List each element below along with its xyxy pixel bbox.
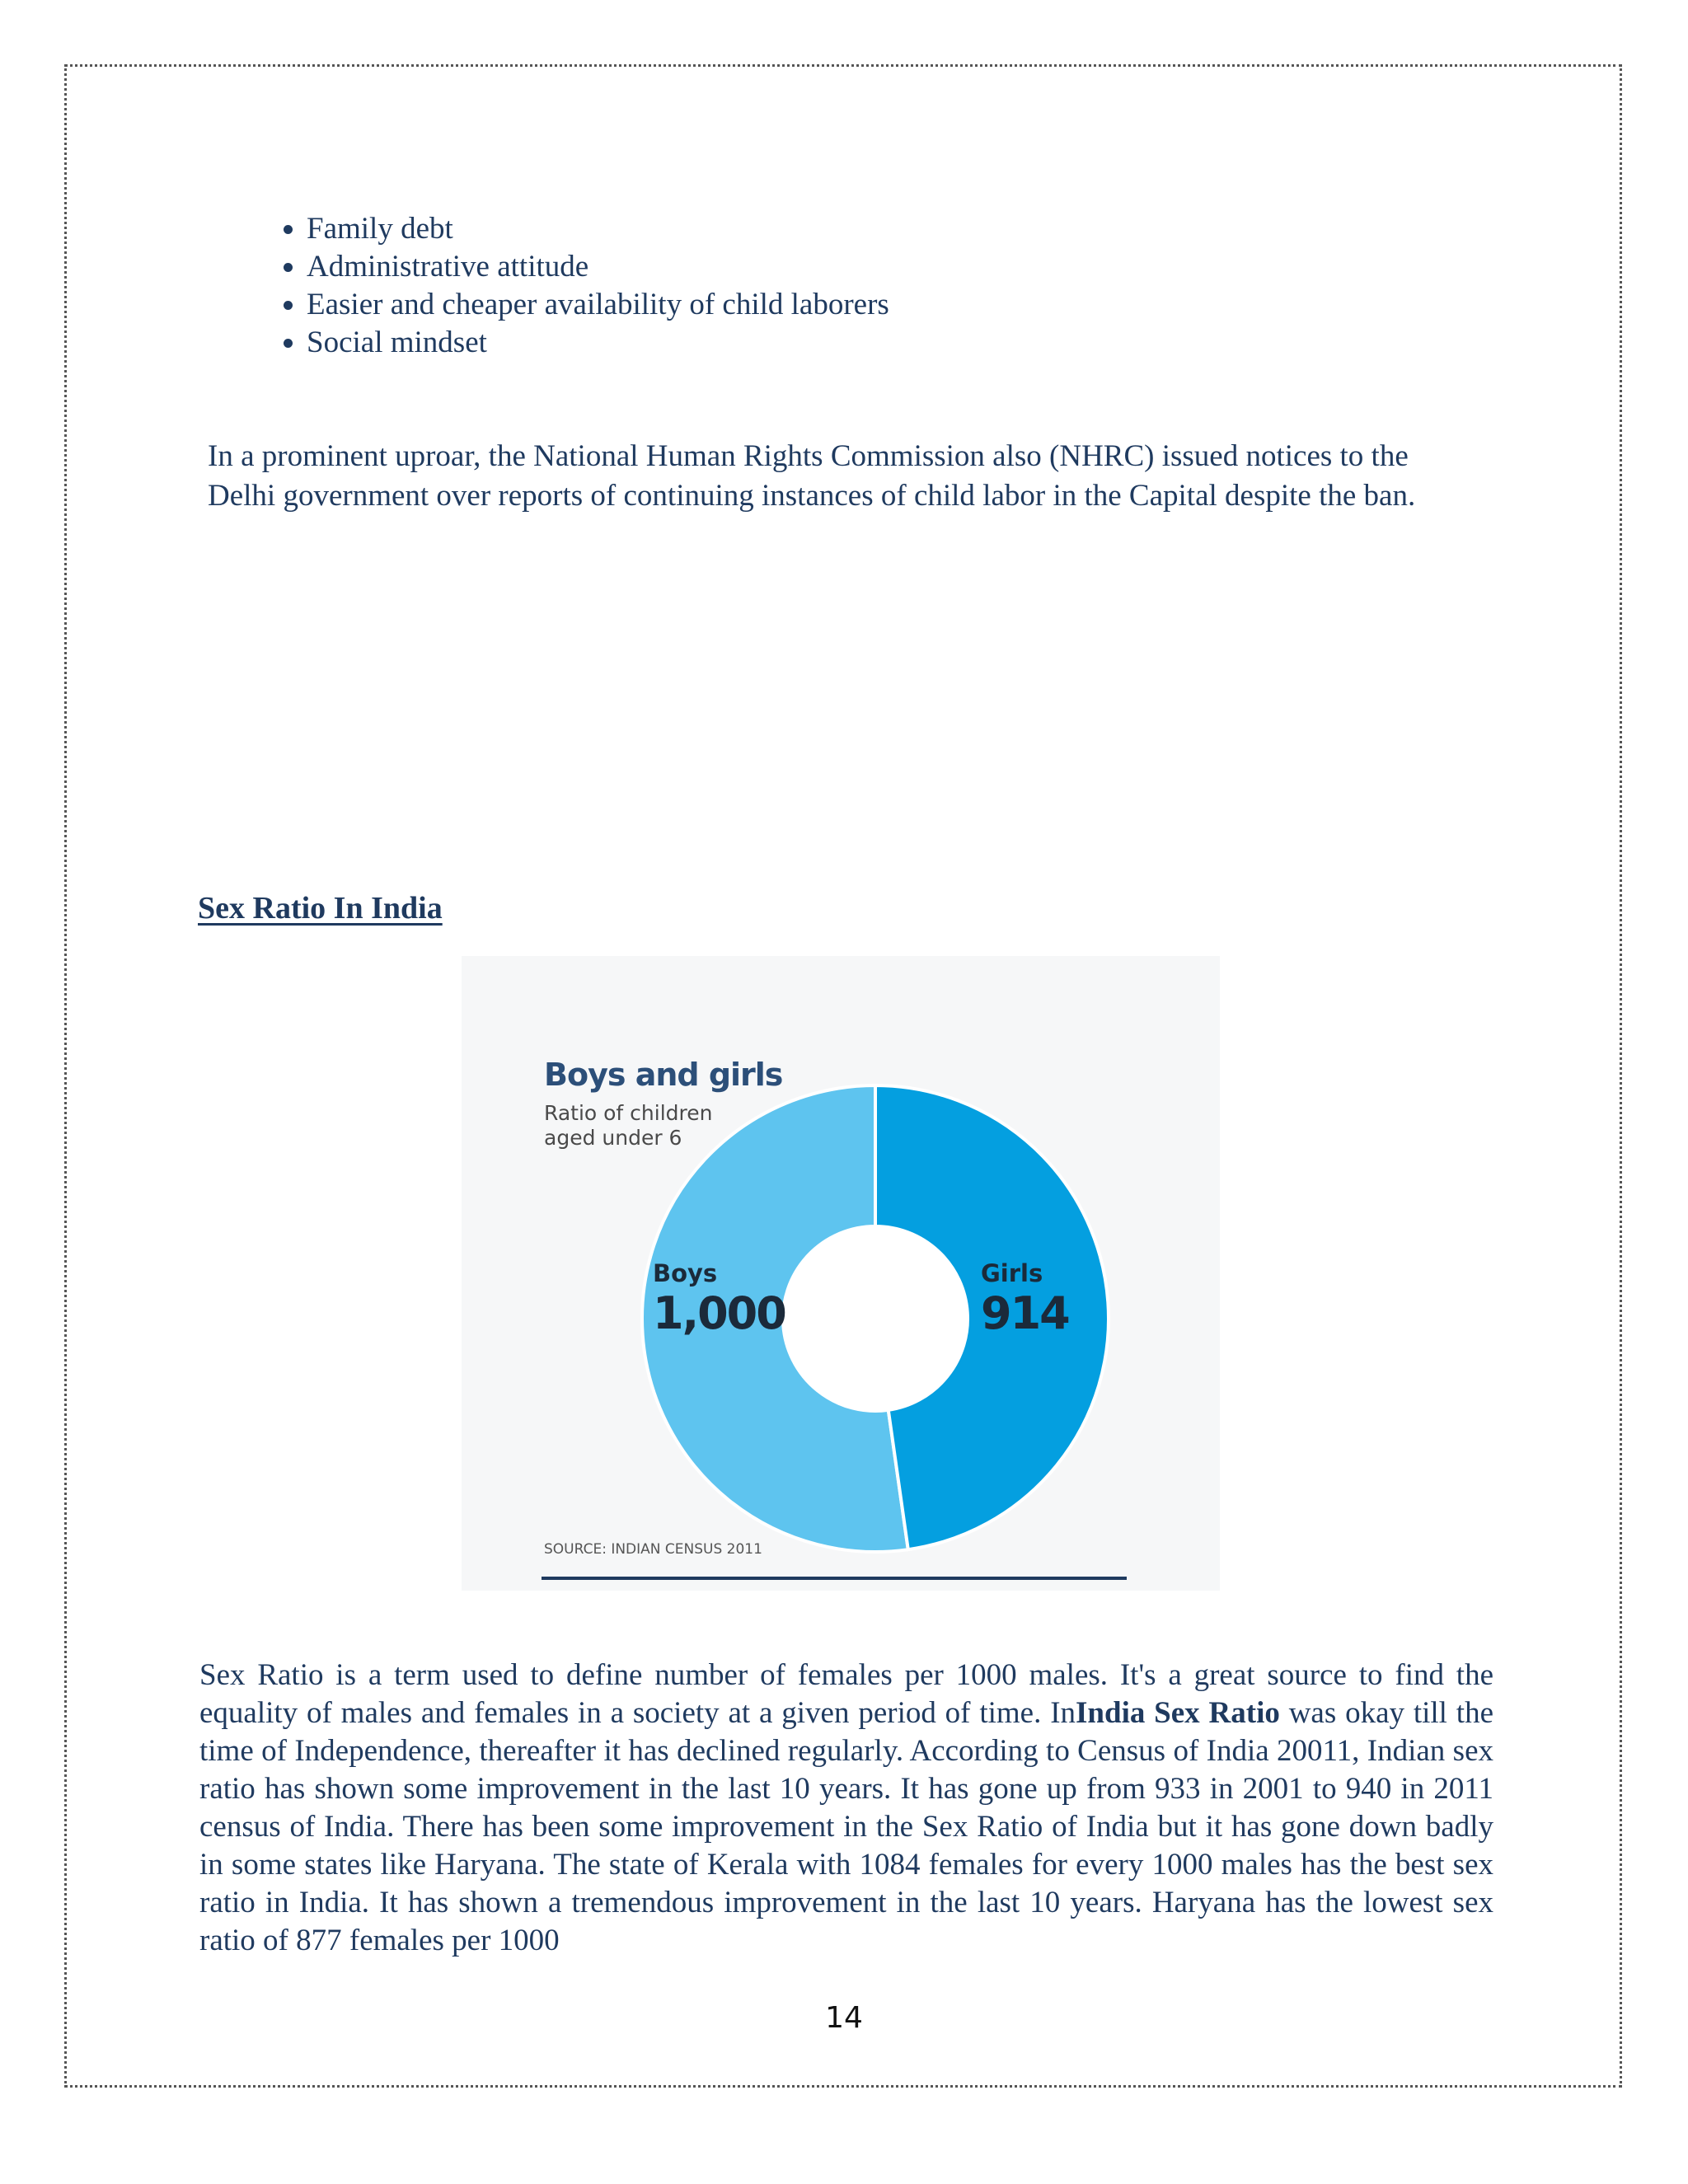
slice-value-boys: 1,000 bbox=[653, 1287, 785, 1339]
donut-chart bbox=[462, 956, 1220, 1591]
chart-subtitle: Ratio of children aged under 6 bbox=[544, 1101, 713, 1150]
sex-ratio-paragraph bbox=[199, 1657, 1493, 1960]
list-item: • Easier and cheaper availability of child laborers bbox=[307, 286, 889, 324]
paragraph-text: Sex Ratio is a term used to define number of females per 1000 males. It's a great source to find the equality of males and females in a society at a given period of time. In bbox=[199, 1658, 1493, 1730]
figure-rule bbox=[542, 1577, 1127, 1580]
bullet-list bbox=[247, 210, 889, 362]
list-item: • Social mindset bbox=[307, 324, 889, 362]
chart-title: Boys and girls bbox=[544, 1057, 783, 1093]
slice-label-girls: Girls bbox=[981, 1259, 1043, 1287]
paragraph-text: was okay till the time of Independence, thereafter it has declined regularly. According to Census of India 20011, Indian sex ratio has shown some improvement in the last 10 years. It has gone up from 933 in 2001 to 940 in 2011 census of India. There has been some improvement in the Sex Ratio of India but it has gone down badly in some states like Haryana. The state of Kerala with 1084 females for every 1000 males has the best sex ratio in India. It has shown a tremendous improvement in the last 10 years. Haryana has the lowest sex ratio of 877 females per 1000 bbox=[199, 1696, 1493, 1957]
chart-source: SOURCE: INDIAN CENSUS 2011 bbox=[544, 1541, 762, 1558]
slice-label-boys: Boys bbox=[653, 1259, 718, 1287]
page-number: 14 bbox=[825, 2001, 863, 2035]
boys-label-group bbox=[653, 1259, 785, 1339]
girls-label-group bbox=[981, 1259, 1069, 1339]
donut-hole bbox=[783, 1226, 968, 1411]
list-item: • Family debt bbox=[307, 210, 889, 248]
list-item: • Administrative attitude bbox=[307, 248, 889, 286]
sex-ratio-figure bbox=[462, 956, 1220, 1591]
slice-value-girls: 914 bbox=[981, 1287, 1069, 1339]
bold-term: India Sex Ratio bbox=[1076, 1696, 1280, 1730]
section-title: Sex Ratio In India bbox=[198, 891, 443, 926]
nhrc-paragraph: In a prominent uproar, the National Human Rights Commission also (NHRC) issued notices to the Delhi government over reports of continuing instances of child labor in the Capital despite the ban. bbox=[208, 439, 1416, 513]
